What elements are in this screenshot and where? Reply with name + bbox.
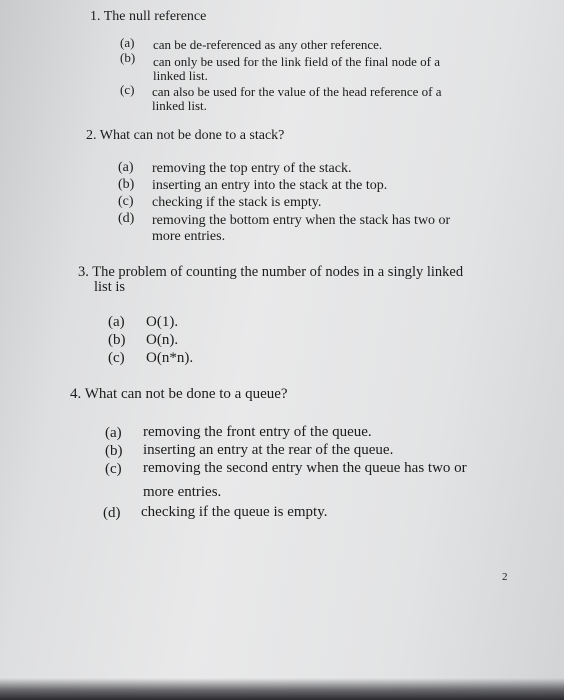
option-text: can also be used for the value of the head reference of a — [152, 84, 442, 99]
stem-line: list is — [94, 279, 126, 295]
option-label: (b) — [120, 50, 136, 65]
option-label: (a) — [120, 35, 135, 50]
option-text: more entries. — [152, 229, 226, 244]
option-label: (a) — [108, 314, 125, 330]
page-number: 2 — [502, 571, 508, 583]
option-label: (a) — [105, 425, 122, 441]
option-label: (c) — [120, 82, 135, 97]
option-label: (d) — [118, 211, 135, 226]
option-text: removing the front entry of the queue. — [143, 424, 372, 440]
option-label: (c) — [118, 194, 134, 209]
option-text: can be de-referenced as any other reference. — [153, 37, 383, 52]
option-text: can only be used for the link field of the final node of a — [153, 54, 440, 69]
option-text: O(n*n). — [146, 350, 194, 366]
option-text: linked list. — [153, 68, 208, 83]
option-label: (a) — [118, 160, 134, 175]
option-text: removing the bottom entry when the stack has two or — [152, 213, 451, 228]
question-1-stem: 1. The null reference — [90, 9, 207, 24]
option-label: (b) — [118, 177, 135, 192]
option-label: (c) — [108, 350, 125, 366]
option-text: inserting an entry at the rear of the queue. — [143, 442, 394, 458]
option-text: O(1). — [146, 314, 179, 330]
option-label: (d) — [103, 505, 121, 521]
option-text: removing the second entry when the queue has two or — [143, 460, 467, 476]
option-text: inserting an entry into the stack at the top. — [152, 178, 388, 193]
option-text: O(n). — [146, 332, 179, 348]
question-2-stem: 2. What can not be done to a stack? — [86, 128, 285, 143]
option-text: checking if the queue is empty. — [141, 504, 328, 520]
option-label: (b) — [105, 443, 123, 459]
option-label: (b) — [108, 332, 126, 348]
option-label: (c) — [105, 461, 122, 477]
option-text: removing the top entry of the stack. — [152, 161, 352, 176]
option-text: more entries. — [143, 484, 222, 500]
option-text: linked list. — [152, 98, 207, 113]
stem-line: 3. The problem of counting the number of nodes in a singly linked — [78, 264, 464, 280]
question-4-stem: 4. What can not be done to a queue? — [70, 386, 288, 402]
photo-edge-shadow — [0, 678, 564, 700]
option-text: checking if the stack is empty. — [152, 195, 322, 210]
